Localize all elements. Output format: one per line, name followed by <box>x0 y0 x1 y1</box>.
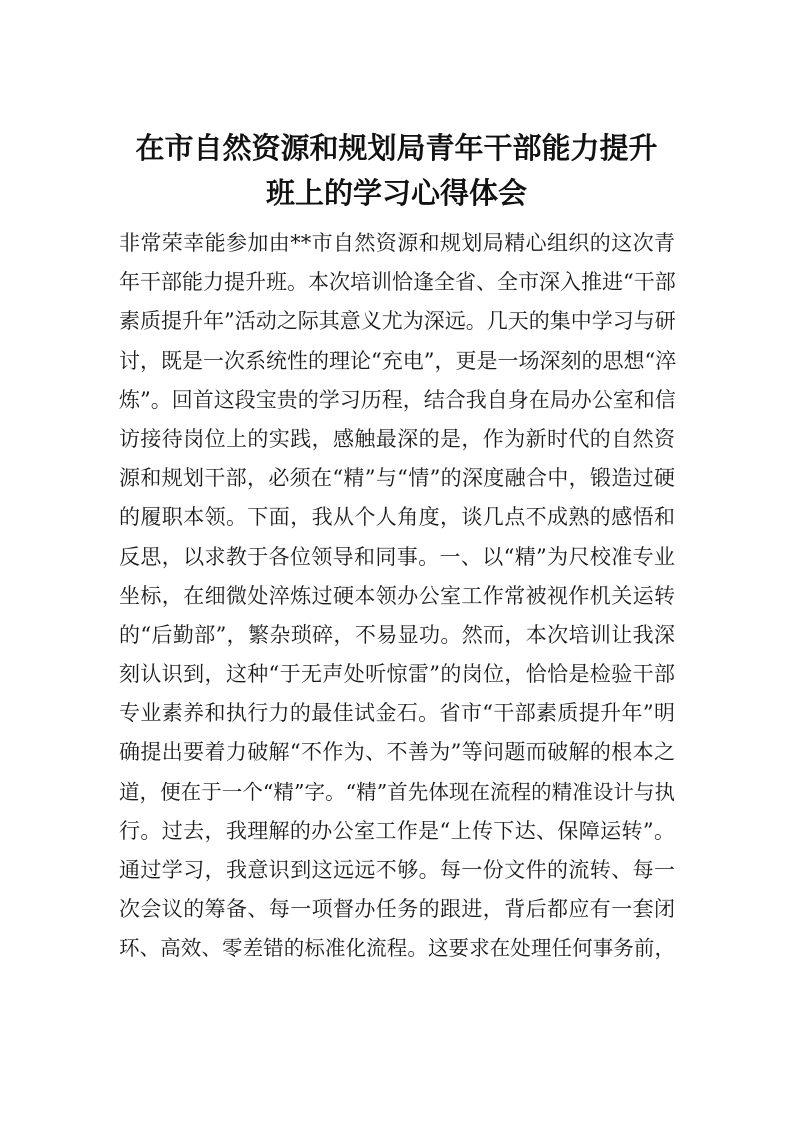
body-line: 通过学习，我意识到这远远不够。每一份文件的流转、每一 <box>119 858 675 882</box>
body-line: 坐标，在细微处淬炼过硬本领办公室工作常被视作机关运转 <box>119 583 675 608</box>
body-line: 年干部能力提升班。本次培训恰逢全省、全市深入推进“干部 <box>119 270 676 295</box>
body-line: 确提出要着力破解“不作为、不善为”等问题而破解的根本之 <box>119 740 675 765</box>
body-line: 源和规划干部，必须在“精”与“情”的深度融合中，锻造过硬 <box>119 466 675 491</box>
body-line: 反思，以求教于各位领导和同事。一、以“精”为尺校准专业 <box>119 544 675 569</box>
body-line: 访接待岗位上的实践，感触最深的是，作为新时代的自然资 <box>119 426 675 451</box>
body-line: 行。过去，我理解的办公室工作是“上传下达、保障运转”。 <box>119 818 675 843</box>
body-line: 炼”。回首这段宝贵的学习历程，结合我自身在局办公室和信 <box>119 387 676 412</box>
body-line: 素质提升年”活动之际其意义尤为深远。几天的集中学习与研 <box>119 309 676 334</box>
document-title-line-1: 在市自然资源和规划局青年干部能力提升 <box>135 131 658 165</box>
document-title-line-2: 班上的学习心得体会 <box>265 176 527 210</box>
document-body <box>119 224 675 969</box>
body-line: 环、高效、零差错的标准化流程。这要求在处理任何事务前， <box>119 936 675 961</box>
body-line: 专业素养和执行力的最佳试金石。省市“干部素质提升年”明 <box>119 701 675 726</box>
body-line: 讨，既是一次系统性的理论“充电”，更是一场深刻的思想“淬 <box>119 348 677 373</box>
body-line: 的履职本领。下面，我从个人角度，谈几点不成熟的感悟和 <box>119 505 675 530</box>
body-line: 道，便在于一个“精”字。“精”首先体现在流程的精准设计与执 <box>119 779 675 804</box>
body-line: 的“后勤部”，繁杂琐碎，不易显功。然而，本次培训让我深 <box>119 622 675 647</box>
body-line: 刻认识到，这种“于无声处听惊雷”的岗位，恰恰是检验干部 <box>119 662 675 687</box>
body-line: 次会议的筹备、每一项督办任务的跟进，背后都应有一套闭 <box>119 897 675 922</box>
body-line: 非常荣幸能参加由**市自然资源和规划局精心组织的这次青 <box>119 231 675 255</box>
